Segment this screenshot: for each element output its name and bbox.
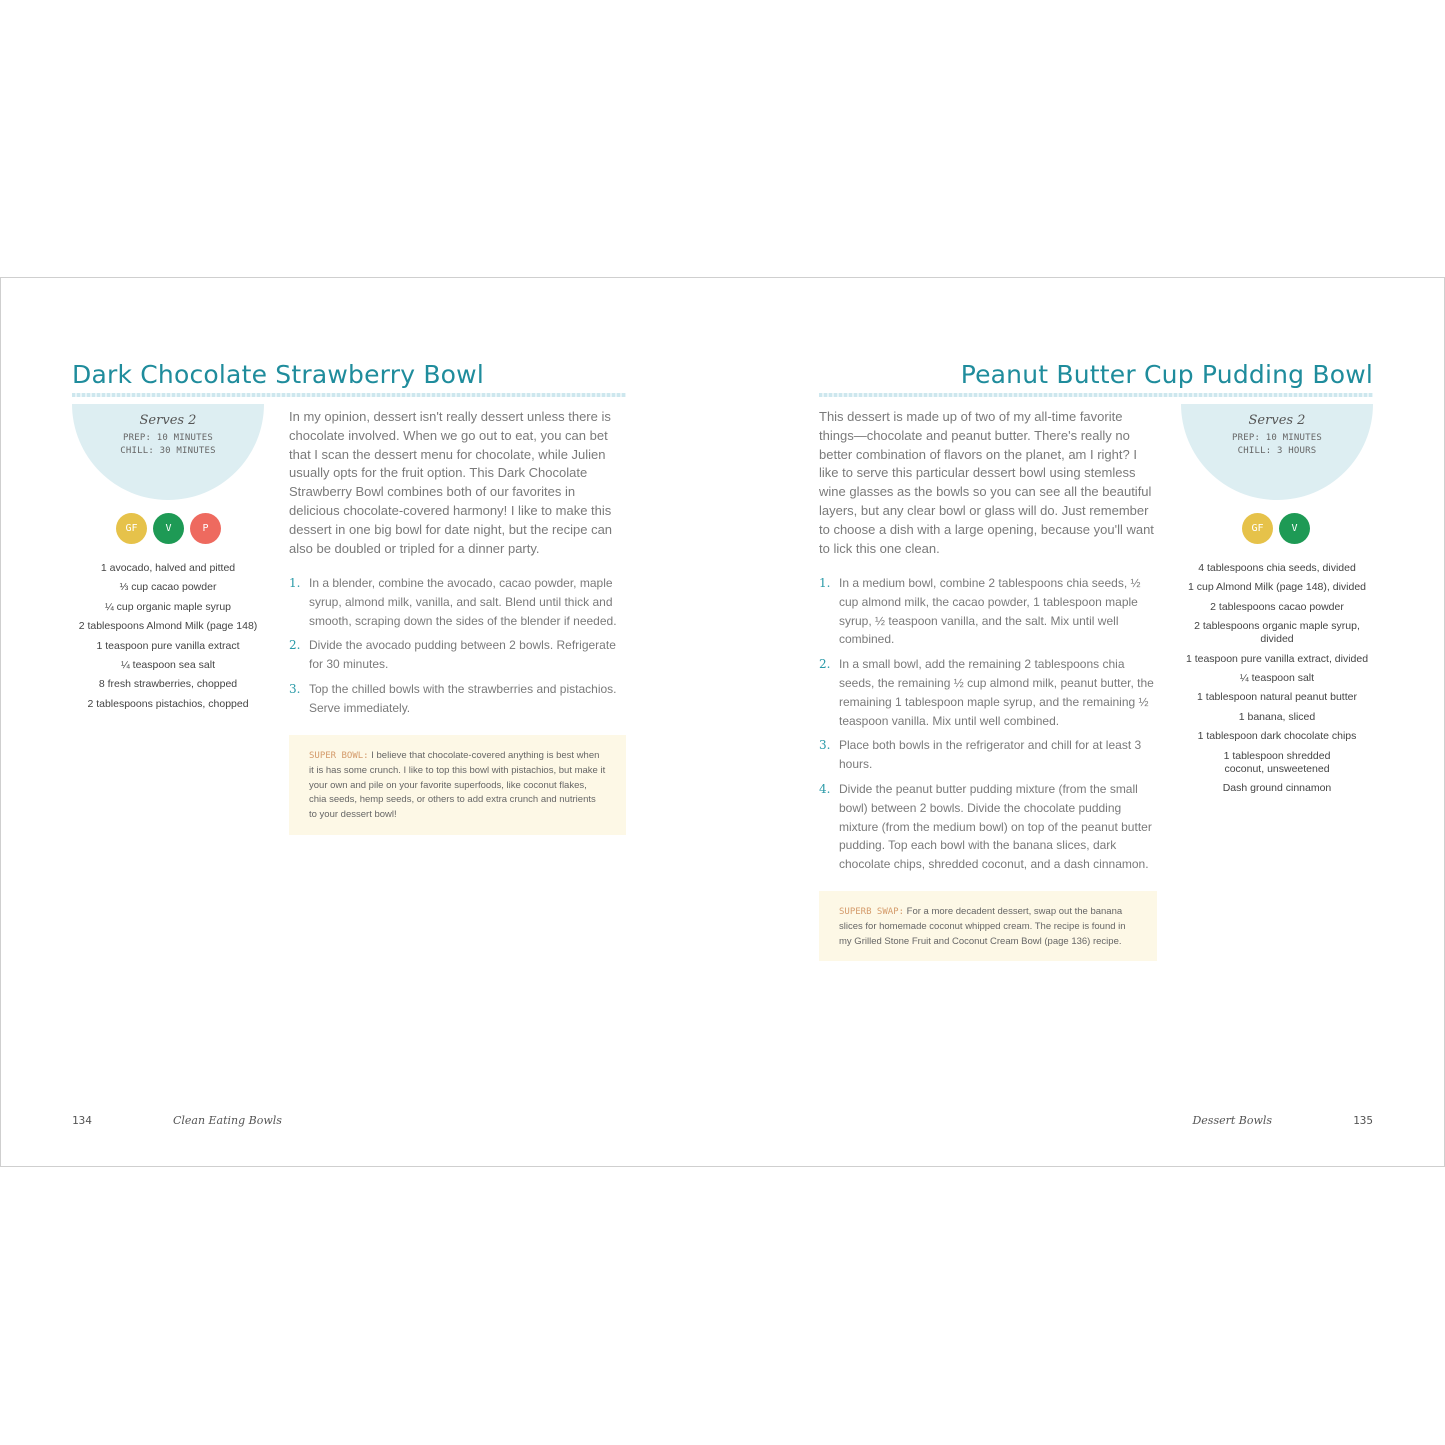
recipe-steps-right — [819, 574, 1159, 880]
ingredient-item: 2 tablespoons pistachios, chopped — [87, 697, 249, 710]
chill-time: CHILL: 3 HOURS — [1237, 446, 1317, 456]
page-footer-left — [72, 1114, 282, 1127]
tip-text: For a more decadent dessert, swap out the banana slices for homemade coconut whipped cream. The recipe is found in my Grilled Stone Fruit and Coconut Cream Bowl (page 136) recipe. — [839, 906, 1126, 947]
page-number: 135 — [1353, 1114, 1373, 1127]
ingredient-item: 1 banana, sliced — [1238, 710, 1316, 723]
step-number: 4. — [819, 781, 831, 796]
recipe-step — [289, 680, 629, 718]
step-text: Divide the peanut butter pudding mixture (from the small bowl) between 2 bowls. Divide the chocolate pudding mixture (from the medium bowl) on top of the peanut butter pudding. Top each bowl with the banana slices, dark chocolate chips, shredded coconut, and a dash cinnamon. — [839, 781, 1152, 872]
title-rule-left — [72, 393, 626, 397]
ingredient-item: 1 teaspoon pure vanilla extract — [96, 639, 240, 652]
step-text: In a small bowl, add the remaining 2 tablespoons chia seeds, the remaining ½ cup almond milk, peanut butter, the remaining 1 tablespoon maple syrup, and the remaining ½ teaspoon vanilla. Mix until well combined. — [839, 657, 1154, 728]
recipe-title-left: Dark Chocolate Strawberry Bowl — [72, 360, 484, 389]
diet-badges-left — [116, 513, 221, 544]
ingredient-item: ⅓ cup cacao powder — [119, 581, 217, 594]
recipe-step — [819, 780, 1159, 874]
page-number: 134 — [72, 1114, 92, 1127]
ingredients-list-right — [1172, 562, 1382, 801]
tip-text: I believe that chocolate-covered anything is best when it is has some crunch. I like to top this bowl with pistachios, but make it your own and pile on your favorite superfoods, like coconut flakes, chia seeds, hemp seeds, or others to add extra crunch and nutrients to your dessert bowl! — [309, 750, 606, 821]
badge-gluten-free: GF — [116, 513, 147, 544]
recipe-step — [289, 636, 629, 674]
ingredient-item: 8 fresh strawberries, chopped — [98, 678, 238, 691]
prep-time: PREP: 10 MINUTES — [1232, 433, 1322, 443]
step-number: 3. — [819, 738, 831, 753]
recipe-steps-left — [289, 574, 629, 724]
serves-info-left — [72, 404, 264, 500]
badge-paleo: P — [190, 513, 221, 544]
book-title-footer: Clean Eating Bowls — [172, 1114, 282, 1127]
recipe-step — [819, 574, 1159, 649]
ingredient-item: ¼ teaspoon salt — [1239, 671, 1315, 684]
badge-gluten-free: GF — [1242, 513, 1273, 544]
prep-time: PREP: 10 MINUTES — [123, 433, 213, 443]
ingredient-item: ¼ teaspoon sea salt — [121, 658, 215, 671]
ingredient-item: 1 tablespoon natural peanut butter — [1197, 691, 1357, 704]
ingredient-item: 4 tablespoons chia seeds, divided — [1198, 562, 1356, 574]
step-text: Place both bowls in the refrigerator and chill for at least 3 hours. — [839, 738, 1142, 772]
ingredient-item: Dash ground cinnamon — [1222, 781, 1332, 794]
badge-vegan: V — [1279, 513, 1310, 544]
ingredient-item: 1 teaspoon pure vanilla extract, divided — [1185, 652, 1369, 665]
chill-time: CHILL: 30 MINUTES — [120, 446, 216, 456]
tip-label: SUPER BOWL: — [309, 751, 369, 761]
step-text: Divide the avocado pudding between 2 bowls. Refrigerate for 30 minutes. — [309, 638, 616, 672]
serves-label: Serves 2 — [1248, 413, 1306, 428]
ingredient-item: 1 tablespoon shredded coconut, unsweetened — [1223, 749, 1331, 775]
recipe-step — [819, 655, 1159, 730]
ingredient-item: 1 avocado, halved and pitted — [100, 562, 236, 574]
recipe-step — [289, 574, 629, 630]
recipe-title-right: Peanut Butter Cup Pudding Bowl — [960, 360, 1373, 389]
badge-vegan: V — [153, 513, 184, 544]
ingredient-item: 2 tablespoons organic maple syrup, divided — [1194, 620, 1360, 646]
ingredient-item: 2 tablespoons Almond Milk (page 148) — [78, 620, 258, 633]
diet-badges-right — [1242, 513, 1310, 544]
ingredient-item: 1 tablespoon dark chocolate chips — [1197, 730, 1357, 743]
title-rule-right — [819, 393, 1373, 397]
recipe-step — [819, 736, 1159, 774]
step-text: In a blender, combine the avocado, cacao powder, maple syrup, almond milk, vanilla, and salt. Blend until thick and smooth, scraping down the sides of the blender if needed. — [309, 576, 617, 628]
ingredient-item: ¼ cup organic maple syrup — [104, 600, 232, 613]
step-number: 1. — [289, 576, 301, 590]
step-number: 2. — [819, 657, 831, 672]
page-footer-right — [1192, 1114, 1373, 1127]
book-section-footer: Dessert Bowls — [1192, 1114, 1273, 1127]
serves-label: Serves 2 — [139, 413, 197, 428]
tip-box-left — [289, 735, 626, 835]
tip-box-right — [819, 891, 1157, 961]
ingredients-list-left — [63, 562, 273, 717]
step-number: 2. — [289, 638, 301, 653]
serves-info-right — [1181, 404, 1373, 500]
recipe-intro-left: In my opinion, dessert isn't really dessert unless there is chocolate involved. When we go out to eat, you can bet that I scan the dessert menu for chocolate, while Julien usually opts for the fruit option. This Dark Chocolate Strawberry Bowl combines both of our favorites in delicious chocolate-covered harmony! I like to make this dessert in one big bowl for date night, but the recipe can also be doubled or tripled for a dinner party. — [289, 409, 613, 556]
step-text: Top the chilled bowls with the strawberries and pistachios. Serve immediately. — [309, 681, 617, 715]
recipe-intro-right: This dessert is made up of two of my all-time favorite things—chocolate and peanut butter. There's really no better combination of flavors on the planet, am I right? I like to serve this particular dessert bowl using stemless wine glasses as the bowls so you can see all the beautiful layers, but any clear bowl or glass will do. Just remember to choose a dish with a large opening, because you'll want to lick this one clean. — [819, 409, 1154, 556]
step-text: In a medium bowl, combine 2 tablespoons chia seeds, ½ cup almond milk, the cacao powder, 1 tablespoon maple syrup, ½ teaspoon vanilla, and the salt. Mix until well combined. — [839, 576, 1141, 647]
ingredient-item: 2 tablespoons cacao powder — [1210, 600, 1344, 613]
step-number: 3. — [289, 681, 301, 696]
ingredient-item: 1 cup Almond Milk (page 148), divided — [1187, 581, 1367, 594]
tip-label: SUPERB SWAP: — [839, 907, 905, 917]
step-number: 1. — [819, 576, 831, 590]
book-spread — [0, 277, 1445, 1167]
